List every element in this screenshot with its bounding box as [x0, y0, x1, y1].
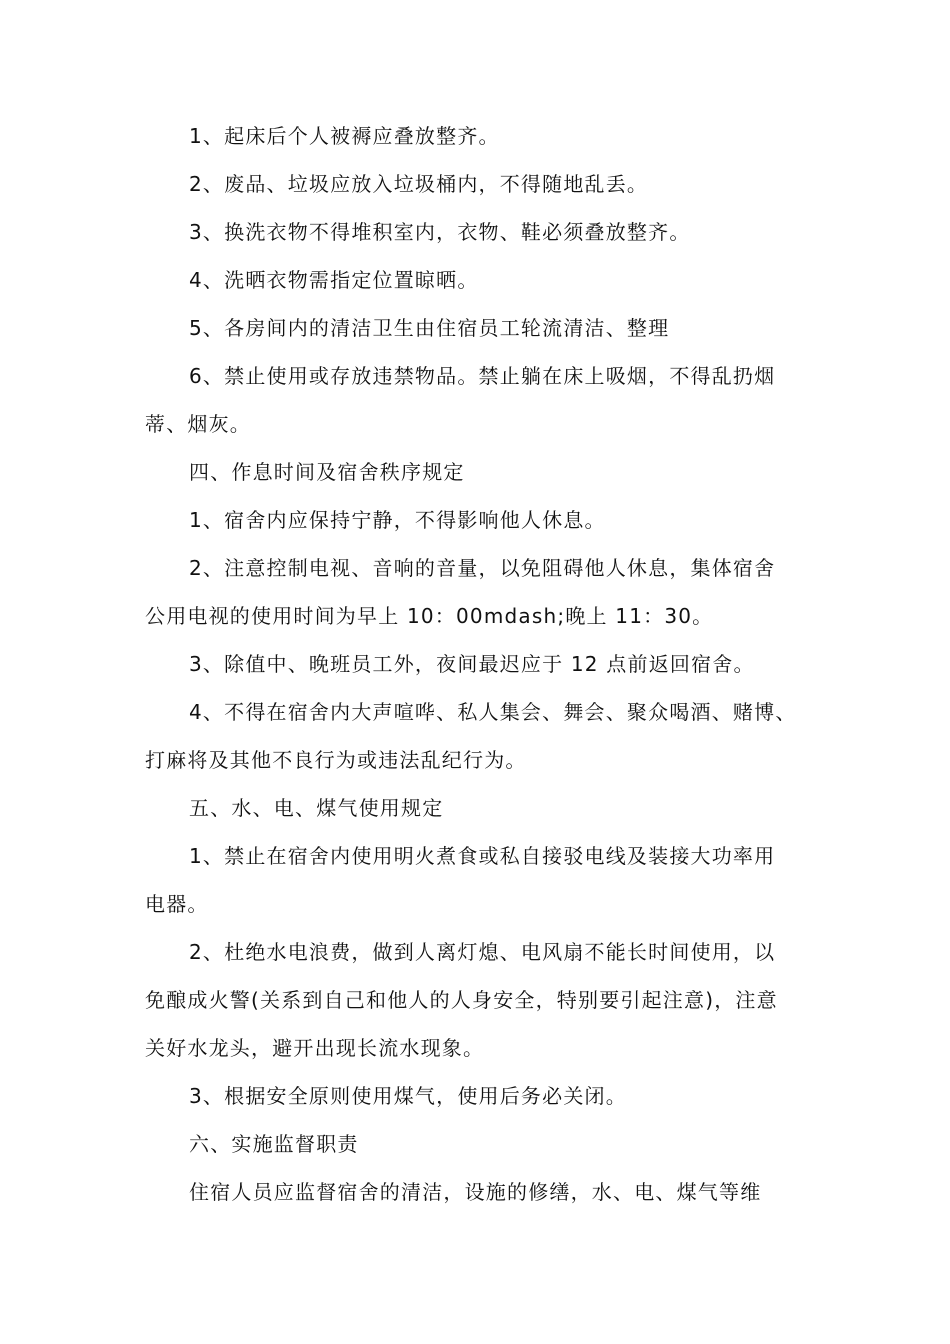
paragraph-line: 3、根据安全原则使用煤气，使用后务必关闭。 — [189, 1084, 627, 1108]
paragraph-line: 2、杜绝水电浪费，做到人离灯熄、电风扇不能长时间使用，以 — [189, 940, 776, 964]
document-body — [145, 118, 825, 1222]
section-heading: 六、实施监督职责 — [189, 1132, 359, 1156]
paragraph-line: 6、禁止使用或存放违禁物品。禁止躺在床上吸烟，不得乱扔烟 — [189, 364, 776, 388]
section-heading: 四、作息时间及宿舍秩序规定 — [189, 460, 465, 484]
section-heading: 五、水、电、煤气使用规定 — [189, 796, 444, 820]
paragraph-line: 关好水龙头，避开出现长流水现象。 — [145, 1036, 485, 1060]
paragraph-line: 4、不得在宿舍内大声喧哗、私人集会、舞会、聚众喝酒、赌博、 — [189, 700, 797, 724]
paragraph-line: 4、洗晒衣物需指定位置晾晒。 — [189, 268, 479, 292]
paragraph-line: 公用电视的使用时间为早上 10：00mdash;晚上 11：30。 — [145, 604, 714, 628]
paragraph-line: 2、注意控制电视、音响的音量，以免阻碍他人休息，集体宿舍 — [189, 556, 776, 580]
paragraph-line: 住宿人员应监督宿舍的清洁，设施的修缮，水、电、煤气等维 — [189, 1180, 762, 1204]
paragraph-line: 电器。 — [145, 892, 209, 916]
paragraph-line: 免酿成火警(关系到自己和他人的人身安全，特别要引起注意)，注意 — [145, 988, 778, 1012]
paragraph-line: 1、宿舍内应保持宁静，不得影响他人休息。 — [189, 508, 606, 532]
paragraph-line: 3、除值中、晚班员工外，夜间最迟应于 12 点前返回宿舍。 — [189, 652, 755, 676]
paragraph-line: 蒂、烟灰。 — [145, 412, 251, 436]
paragraph-line: 3、换洗衣物不得堆积室内，衣物、鞋必须叠放整齐。 — [189, 220, 691, 244]
paragraph-line: 2、废品、垃圾应放入垃圾桶内，不得随地乱丢。 — [189, 172, 649, 196]
paragraph-line: 1、起床后个人被褥应叠放整齐。 — [189, 124, 500, 148]
paragraph-line: 1、禁止在宿舍内使用明火煮食或私自接驳电线及装接大功率用 — [189, 844, 776, 868]
paragraph-line: 5、各房间内的清洁卫生由住宿员工轮流清洁、整理 — [189, 316, 670, 340]
paragraph-line: 打麻将及其他不良行为或违法乱纪行为。 — [145, 748, 527, 772]
